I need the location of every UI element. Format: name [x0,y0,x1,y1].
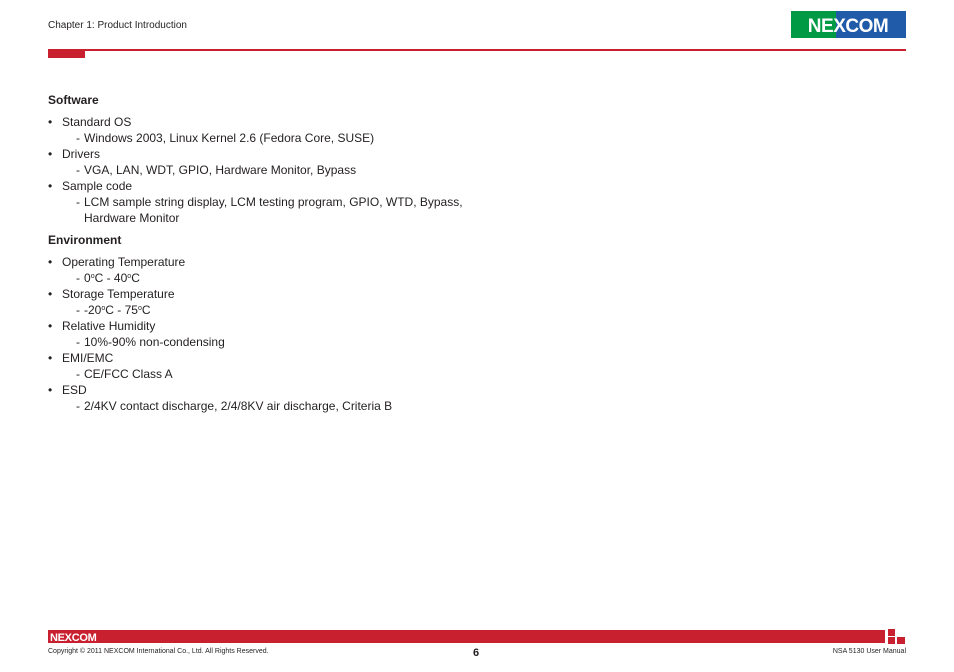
section-heading-environment: Environment [48,233,122,247]
footer-logo-text: NEXCOM [50,632,97,642]
nexcom-logo [791,11,906,38]
item-detail: - Windows 2003, Linux Kernel 2.6 (Fedora Core, SUSE) [76,131,375,145]
section-heading-software: Software [48,93,99,107]
list-item [48,382,648,414]
manual-name: NSA 5130 User Manual [832,648,906,655]
bullet: • [48,115,53,129]
list-item [48,254,648,286]
item-label: EMI/EMC [62,351,114,365]
spec-content [48,92,648,414]
copyright-text: Copyright © 2011 NEXCOM International Co., Ltd. All Rights Reserved. [48,648,269,655]
list-item [48,318,648,350]
environment-list [48,254,648,414]
bullet: • [48,351,53,365]
bullet: • [48,287,53,301]
item-detail: - 0$^o$C - 40$^o$C [76,271,140,285]
item-label: Sample code [62,179,133,193]
list-item [48,350,648,382]
list-item [48,286,648,318]
list-item [48,178,648,226]
item-detail: - LCM sample string display, LCM testing program, GPIO, WTD, Bypass, Hardware Monitor [76,195,463,225]
logo-text: NEXCOM [807,16,889,37]
item-label: Standard OS [62,115,132,129]
bullet: • [48,255,53,269]
footer-nexcom-logo [50,631,110,642]
item-detail: - 2/4KV contact discharge, 2/4/8KV air discharge, Criteria B [76,399,393,413]
corner-squares-icon [888,629,906,645]
footer-bar [48,630,885,643]
software-list [48,114,648,226]
item-label: Operating Temperature [62,255,186,269]
item-detail: - 10%-90% non-condensing [76,335,225,349]
list-item [48,146,648,178]
list-item [48,114,648,146]
item-label: Relative Humidity [62,319,156,333]
item-detail: - CE/FCC Class A [76,367,173,381]
item-label: ESD [62,383,87,397]
page-number: 6 [473,647,480,659]
bullet: • [48,383,53,397]
bullet: • [48,319,53,333]
bullet: • [48,179,53,193]
header-rule [48,49,906,51]
chapter-title: Chapter 1: Product Introduction [48,20,187,31]
header-accent [48,50,85,58]
item-label: Drivers [62,147,100,161]
bullet: • [48,147,53,161]
item-detail: - -20$^o$C - 75$^o$C [76,303,151,317]
item-detail: - VGA, LAN, WDT, GPIO, Hardware Monitor, Bypass [76,163,357,177]
item-label: Storage Temperature [62,287,175,301]
